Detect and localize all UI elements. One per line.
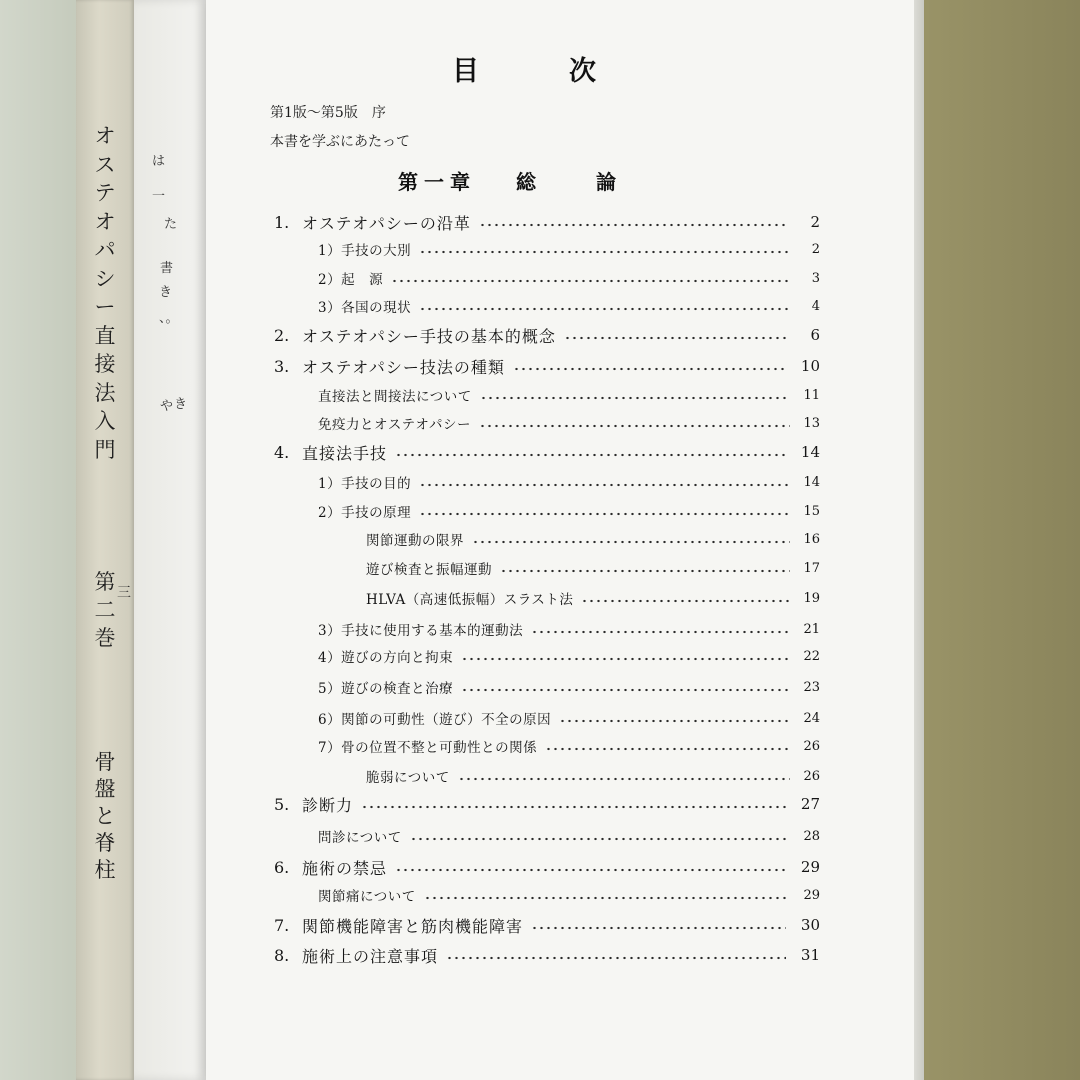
toc-entry bbox=[318, 733, 820, 759]
dot-leader bbox=[419, 506, 790, 516]
toc-entry-label: 3）各国の現状 bbox=[318, 300, 412, 316]
toc-entry-number: 5. bbox=[274, 794, 290, 814]
intro-line: 本書を学ぶにあたって bbox=[270, 134, 410, 150]
toc-entry-label: HLVA（高速低振幅）スラスト法 bbox=[366, 592, 574, 608]
toc-entry-page: 2 bbox=[810, 213, 820, 231]
toc-entry-page: 30 bbox=[800, 916, 820, 934]
toc-entry bbox=[366, 555, 820, 581]
toc-entry-page: 4 bbox=[811, 298, 820, 314]
dot-leader bbox=[461, 651, 790, 661]
toc-entry-page: 21 bbox=[803, 621, 820, 637]
dot-leader bbox=[513, 361, 786, 371]
spine-title-char: 接 bbox=[94, 352, 116, 376]
spine-title-char: 入 bbox=[94, 409, 116, 433]
toc-entry bbox=[318, 643, 820, 669]
toc-entry bbox=[318, 882, 820, 908]
toc-entry-page: 10 bbox=[800, 357, 820, 375]
dot-leader bbox=[458, 771, 790, 781]
toc-entry bbox=[318, 674, 820, 700]
toc-entry-label: オステオパシー技法の種類 bbox=[302, 357, 505, 377]
toc-entry bbox=[274, 209, 820, 235]
toc-entry bbox=[318, 469, 820, 495]
dot-leader bbox=[564, 330, 786, 340]
toc-entry-page: 11 bbox=[803, 387, 820, 403]
toc-entry-label: 2）手技の原理 bbox=[318, 505, 412, 521]
spine-title-char: テ bbox=[94, 181, 116, 205]
chapter-heading bbox=[398, 166, 616, 195]
spine-title-char: 門 bbox=[94, 437, 116, 462]
toc-entry-page: 22 bbox=[803, 648, 820, 664]
dot-leader bbox=[395, 447, 786, 457]
toc-entry-label: 直接法手技 bbox=[302, 443, 388, 463]
spine-title-char: パ bbox=[94, 238, 116, 262]
dot-leader bbox=[531, 920, 786, 930]
dot-leader bbox=[545, 741, 790, 751]
toc-entry-number: 4. bbox=[274, 442, 290, 462]
toc-entry bbox=[318, 616, 820, 642]
toc-entry-number: 2. bbox=[274, 325, 290, 345]
toc-entry bbox=[318, 265, 820, 291]
dot-leader bbox=[472, 534, 790, 544]
spine-volume-char: 二 bbox=[94, 598, 116, 622]
right-background bbox=[915, 0, 1080, 1080]
spine-volume-char: 第 bbox=[94, 570, 116, 594]
spine-subtitle-char: と bbox=[94, 804, 116, 828]
toc-entry-label: 3）手技に使用する基本的運動法 bbox=[318, 623, 524, 639]
toc-entry-page: 3 bbox=[811, 270, 820, 286]
toc-entry bbox=[366, 585, 820, 611]
previous-page-char: や bbox=[160, 399, 174, 414]
previous-page-char: 、。 bbox=[159, 311, 179, 326]
dot-leader bbox=[559, 713, 790, 723]
dot-leader bbox=[419, 477, 790, 487]
dot-leader bbox=[581, 593, 790, 603]
toc-entry-number: 1. bbox=[274, 212, 290, 232]
toc-entry-label: オステオパシー手技の基本的概念 bbox=[302, 326, 556, 346]
toc-entry-page: 13 bbox=[803, 415, 820, 431]
toc-entry bbox=[318, 498, 820, 524]
spine-subtitle-char: 柱 bbox=[94, 858, 116, 882]
toc-entry-page: 16 bbox=[803, 531, 820, 547]
toc-entry-page: 27 bbox=[800, 795, 820, 813]
toc-entry-label: 7）骨の位置不整と可動性との関係 bbox=[318, 740, 538, 756]
toc-entry-page: 24 bbox=[803, 710, 820, 726]
spine-title-char: シ bbox=[94, 266, 116, 291]
toc-entry bbox=[318, 705, 820, 731]
toc-entry bbox=[366, 763, 820, 789]
toc-entry-page: 14 bbox=[803, 474, 820, 490]
toc-entry-label: 1）手技の大別 bbox=[318, 243, 412, 259]
toc-entry bbox=[318, 410, 820, 436]
toc-entry-label: 直接法と間接法について bbox=[318, 389, 472, 405]
toc-entry-page: 6 bbox=[810, 326, 820, 344]
dot-leader bbox=[479, 418, 790, 428]
toc-entry-label: 5）遊びの検査と治療 bbox=[318, 681, 454, 697]
toc-entry bbox=[274, 322, 820, 348]
toc-entry-label: オステオパシーの沿革 bbox=[302, 213, 471, 233]
spine-volume-char: 巻 bbox=[94, 626, 116, 650]
chapter-number: 第一章 bbox=[398, 170, 476, 194]
spine-title-char: ス bbox=[94, 152, 116, 177]
previous-page-char: 書 bbox=[160, 261, 174, 276]
dot-leader bbox=[410, 831, 790, 841]
toc-entry-page: 28 bbox=[803, 828, 820, 844]
toc-entry-label: 診断力 bbox=[302, 795, 354, 815]
toc-entry-label: 問診について bbox=[318, 830, 402, 846]
toc-entry-page: 17 bbox=[803, 560, 820, 576]
toc-entry-page: 29 bbox=[800, 858, 820, 876]
toc-entry bbox=[318, 823, 820, 849]
toc-entry-page: 26 bbox=[803, 738, 820, 754]
dot-leader bbox=[391, 273, 790, 283]
toc-entry bbox=[318, 293, 820, 319]
previous-page-char: 一 bbox=[152, 189, 166, 204]
dot-leader bbox=[361, 799, 786, 809]
toc-entry-label: 4）遊びの方向と拘束 bbox=[318, 650, 454, 666]
spine-title-char: オ bbox=[94, 124, 116, 148]
previous-page-char: た bbox=[164, 217, 178, 232]
toc-entry-label: 関節痛について bbox=[318, 889, 416, 905]
dot-leader bbox=[461, 682, 790, 692]
toc-entry-page: 26 bbox=[803, 768, 820, 784]
previous-page-mark: 三 bbox=[117, 585, 131, 601]
toc-entry-page: 2 bbox=[811, 241, 820, 257]
toc-entry-page: 23 bbox=[803, 679, 820, 695]
toc-entry-number: 6. bbox=[274, 857, 290, 877]
toc-entry-label: 遊び検査と振幅運動 bbox=[366, 562, 492, 578]
toc-entry bbox=[274, 791, 820, 817]
spine-subtitle-char: 盤 bbox=[94, 777, 116, 801]
previous-page-char: き bbox=[174, 397, 188, 412]
toc-entry-page: 14 bbox=[800, 443, 820, 461]
spine-title-char: 法 bbox=[94, 380, 116, 405]
spine-subtitle-char: 骨 bbox=[94, 750, 116, 774]
spine-title-char: 直 bbox=[94, 323, 116, 348]
previous-page-char: き bbox=[159, 285, 173, 300]
toc-entry bbox=[274, 854, 820, 880]
toc-entry bbox=[318, 236, 820, 262]
toc-entry bbox=[274, 912, 820, 938]
toc-entry-label: 関節機能障害と筋肉機能障害 bbox=[302, 916, 524, 936]
toc-entry-label: 施術上の注意事項 bbox=[302, 946, 439, 966]
toc-entry-label: 2）起 源 bbox=[318, 272, 384, 288]
toc-entry-label: 施術の禁忌 bbox=[302, 858, 388, 878]
dot-leader bbox=[500, 563, 790, 573]
preface-line: 第1版～第5版 序 bbox=[270, 105, 386, 121]
dot-leader bbox=[419, 244, 790, 254]
dot-leader bbox=[531, 624, 790, 634]
toc-entry-page: 15 bbox=[803, 503, 820, 519]
toc-entry bbox=[318, 382, 820, 408]
page-edge bbox=[914, 0, 924, 1080]
chapter-title-2: 論 bbox=[596, 170, 616, 194]
toc-entry-page: 31 bbox=[800, 946, 820, 964]
toc-entry-label: 6）関節の可動性（遊び）不全の原因 bbox=[318, 712, 552, 728]
toc-entry-label: 1）手技の目的 bbox=[318, 476, 412, 492]
toc-entry bbox=[274, 439, 820, 465]
dot-leader bbox=[446, 950, 786, 960]
dot-leader bbox=[395, 862, 786, 872]
toc-entry-number: 8. bbox=[274, 945, 290, 965]
dot-leader bbox=[479, 217, 786, 227]
toc-entry-label: 関節運動の限界 bbox=[366, 533, 464, 549]
chapter-title-1: 総 bbox=[516, 170, 536, 194]
toc-entry bbox=[274, 353, 820, 379]
spine-title-char: ー bbox=[94, 295, 116, 319]
toc-entry bbox=[366, 526, 820, 552]
toc-entry bbox=[274, 942, 820, 968]
spine-title-char: オ bbox=[94, 209, 116, 234]
spine-subtitle-char: 脊 bbox=[94, 831, 116, 855]
toc-entry-page: 19 bbox=[803, 590, 820, 606]
previous-page-char: は bbox=[152, 154, 166, 169]
dot-leader bbox=[424, 890, 790, 900]
toc-entry-label: 免疫力とオステオパシー bbox=[318, 417, 472, 433]
dot-leader bbox=[480, 390, 790, 400]
toc-entry-page: 29 bbox=[803, 887, 820, 903]
dot-leader bbox=[419, 301, 790, 311]
toc-entry-number: 7. bbox=[274, 915, 290, 935]
toc-title: 目次 bbox=[452, 56, 686, 87]
book-spine bbox=[76, 0, 134, 1080]
toc-entry-label: 脆弱について bbox=[366, 770, 450, 786]
toc-entry-number: 3. bbox=[274, 356, 290, 376]
